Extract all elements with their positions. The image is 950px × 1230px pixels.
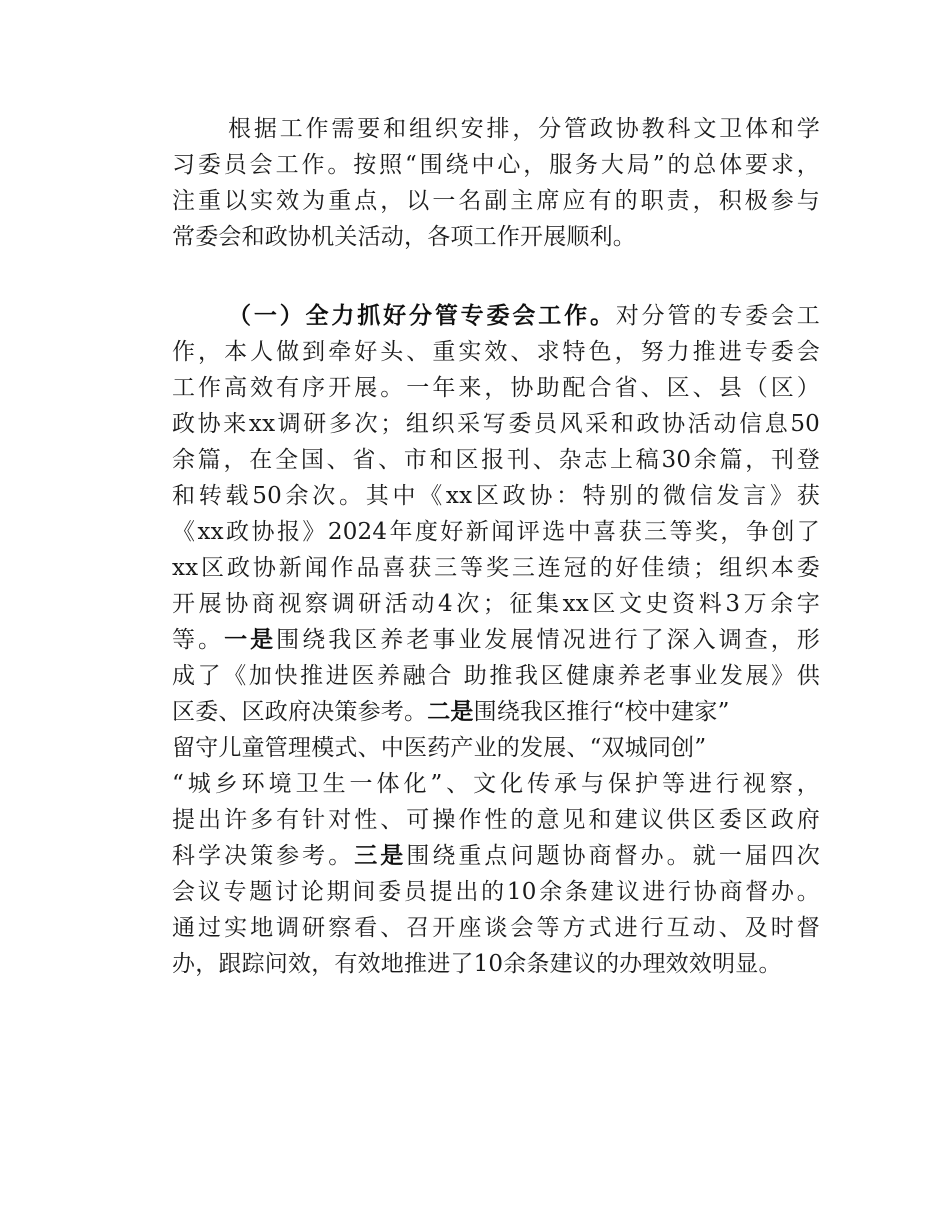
paragraph-intro-line-1: 根据工作需要和组织安排，分管政协教科文卫体和学 xyxy=(228,116,820,142)
paragraph-intro-line-3: 注重以实效为重点，以一名副主席应有的职责，积极参与 xyxy=(172,188,820,214)
section-1-line: 和转载50余次。其中《xx区政协：特别的微信发言》获 xyxy=(172,483,820,509)
section-1-line: 《xx政协报》2024年度好新闻评选中喜获三等奖，争创了 xyxy=(172,519,820,545)
point-1-label: 一是 xyxy=(224,627,277,653)
paragraph-intro-line-4: 常委会和政协机关活动，各项工作开展顺利。 xyxy=(172,224,636,250)
section-1-line: 工作高效有序开展。一年来，协助配合省、区、县（区） xyxy=(172,375,820,401)
point-2-line xyxy=(172,697,820,727)
section-1-line: xx区政协新闻作品喜获三等奖三连冠的好佳绩；组织本委 xyxy=(172,555,820,581)
section-1-line: 留守儿童管理模式、中医药产业的发展、“双城同创” xyxy=(172,735,707,761)
point-1-text: 围绕我区养老事业发展情况进行了深入调查，形 xyxy=(276,627,821,653)
section-1-line: 提出许多有针对性、可操作性的意见和建议供区委区政府 xyxy=(172,807,820,833)
point-1-pre: 等。 xyxy=(172,627,225,653)
section-1-line: “城乡环境卫生一体化”、文化传承与保护等进行视察， xyxy=(172,771,820,797)
section-1-first-line xyxy=(228,301,820,331)
section-1-line: 开展协商视察调研活动4次；征集xx区文史资料3万余字 xyxy=(172,591,820,617)
point-3-pre: 科学决策参考。 xyxy=(172,843,355,869)
section-1-line: 政协来xx调研多次；组织采写委员风采和政协活动信息50 xyxy=(172,411,820,437)
paragraph-intro-line-2: 习委员会工作。按照“围绕中心，服务大局”的总体要求， xyxy=(172,152,820,178)
point-3-text: 围绕重点问题协商督办。就一届四次 xyxy=(406,843,821,869)
point-2-text: 围绕我区推行“校中建家” xyxy=(473,699,730,725)
point-3-line xyxy=(172,841,820,871)
section-1-line: 办，跟踪问效，有效地推进了10余条建议的办理效效明显。 xyxy=(172,951,782,977)
point-3-label: 三是 xyxy=(354,843,407,869)
section-1-line: 作，本人做到牵好头、重实效、求特色，努力推进专委会 xyxy=(172,339,820,365)
point-2-label: 二是 xyxy=(427,699,474,725)
section-1-first-line-text: 对分管的专委会工 xyxy=(615,303,820,329)
section-heading: （一）全力抓好分管专委会工作。 xyxy=(228,303,616,329)
point-1-line xyxy=(172,625,820,655)
section-1-line: 会议专题讨论期间委员提出的10余条建议进行协商督办。 xyxy=(172,879,820,905)
section-1-line: 余篇，在全国、省、市和区报刊、杂志上稿30余篇，刊登 xyxy=(172,447,820,473)
point-2-pre: 区委、区政府决策参考。 xyxy=(172,699,428,725)
section-1-line: 通过实地调研察看、召开座谈会等方式进行互动、及时督 xyxy=(172,915,820,941)
section-1-line: 成了《加快推进医养融合 助推我区健康养老事业发展》供 xyxy=(172,663,820,689)
